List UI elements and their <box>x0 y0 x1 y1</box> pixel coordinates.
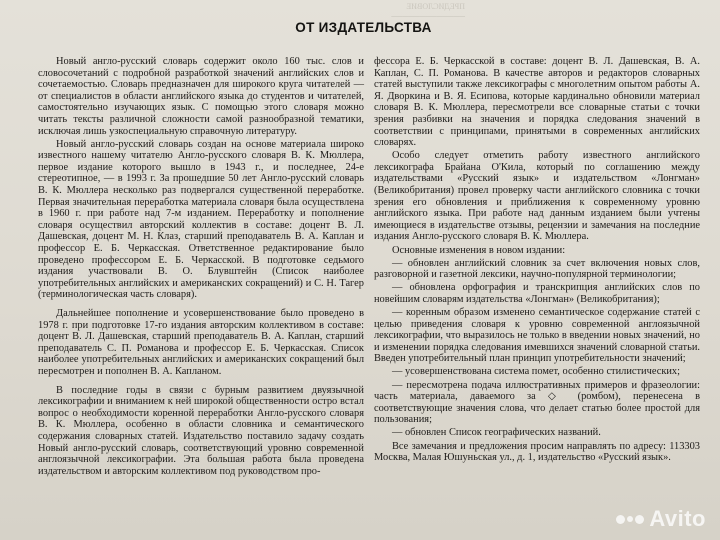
change-item-examples: — пересмотрена подача иллюстративных примеров и фразеологии: часть материала, даваемого за ◇ (ромбом), перенесена в соответствующие значения слова, что делает статью более простой для пользования; <box>374 379 700 426</box>
avito-watermark <box>616 506 706 532</box>
change-item-semantics: — коренным образом изменено семантическое содержание статей с целью приведения словаря к уровню современной англоязычной лексикографии, что выразилось не только в введении новых значений, но и изменении порядка следования имевшихся значений словарной статьи. Введен употребительный план принцип употребительности значений; <box>374 306 700 365</box>
paragraph-okeel: Особо следует отметить работу известного английского лексикографа Брайана О'Кила, который по соглашению между издательствами «Русский язык» и издательством «Лонгман» (Великобритания) провел проверку части английского словника с точки зрения его обновления и приближения к современному уровню английского языка. При работе над данным изданием были учтены имеющиеся в издательстве отзывы, рецензии и замечания на последние издания Англо-русского словаря В. К. Мюллера. <box>374 150 700 243</box>
paragraph-authors-continued: фессора Е. Б. Черкасской в составе: доцент В. Л. Дашевская, В. А. Каплан, С. П. Романова. В качестве авторов и редакторов словарных статей выступили также лексикографы с многолетним опытом работы А. Я. Дворкина и В. Я. Есипова, которые кардинально обновили материал словаря В. К. Мюллера, пересмотрели все словарные статьи с точки зрения разбивки на значения и порядка следования значений в соответствии с принципами, принятыми в современных английских словарях. <box>374 56 700 149</box>
paragraph-1978-edition: Дальнейшее пополнение и усовершенствование было проведено в 1978 г. при подготовке 17-го издания авторским коллективом в составе: доцент В. Л. Дашевская, старший преподаватель В. А. Каплан, старший преподаватель С. П. Романова и профессор Е. Б. Черкасская. Список наиболее употребительных английских и американских сокращений был пересмотрен и пополнен В. А. Капланом. <box>38 307 364 377</box>
left-column <box>38 56 364 479</box>
change-item-wordlist: — обновлен английский словник за счет включения новых слов, разговорной и газетной лексики, научно-популярной терминологии; <box>374 257 700 281</box>
right-column <box>374 56 700 465</box>
change-item-labels: — усовершенствована система помет, особенно стилистических; <box>392 366 681 378</box>
paragraph-changes-heading: Основные изменения в новом издании: <box>392 244 566 256</box>
paragraph-contact-address: Все замечания и предложения просим направлять по адресу: 113303 Москва, Малая Юшуньская ул., д. 1, издательство «Русский язык». <box>374 440 700 464</box>
watermark-text: Avito <box>649 506 706 531</box>
bleed-through-text: ПРЕДИСЛОВИЕ ───────────── <box>391 2 465 21</box>
paragraph-intro: Новый англо-русский словарь содержит около 160 тыс. слов и словосочетаний с подробной разработкой значений английских слов и сочетаемостью. Словарь предназначен для широкого круга читателей — от специалистов в области английского языка до студентов и читателей, самостоятельно изучающих язык. С помощью этого словаря можно читать тексты различной сложности самой разнообразной тематики, исключая лишь узкоспециальную справочную литературу. <box>38 56 364 137</box>
avito-logo-icon <box>616 515 644 524</box>
paragraph-history: Новый англо-русский словарь создан на основе материала широко известного нашему читателю Англо-русского словаря В. К. Мюллера, первое издание которого вышло в 1943 г., и последнее, 24-е стереотипное, — в 1993 г. За прошедшие 50 лет Англо-русский словарь В. К. Мюллера несколько раз подвергался существенной переработке. Первая значительная переработка материала словаря была осуществлена в 1960 г. при работе над 7-м изданием. Переработку и пополнение словаря осуществил авторский коллектив в составе: доцент В. Л. Дашевская, доцент М. Н. Клаз, старший преподаватель В. А. Каплан и профессор Е. Б. Черкасская. Ответственное редактирование было проведено профессором Е. Б. Черкасской. В подготовке седьмого издания участвовали В. О. Блувштейн (Список наиболее употребительных английских и американских сокращений) и С. Н. Тагер (терминологическая часть словаря). <box>38 138 364 301</box>
paragraph-recent-years: В последние годы в связи с бурным развитием двуязычной лексикографии и вниманием к ней широкой общественности остро встал вопрос о необходимости коренной переработки Англо-русского словаря В. К. Мюллера, особенно в области словника и семантического содержания словарных статей. Издательство поставило задачу создать Новый англо-русский словарь, соответствующий уровню современной англоязычной лексикографии. Эта большая работа была проведена издательством и авторским коллективом под руководством про- <box>38 384 364 477</box>
change-item-orthography: — обновлена орфография и транскрипция английских слов по новейшим словарям издательства «Лонгман» (Великобритания); <box>374 282 700 305</box>
page-title: ОТ ИЗДАТЕЛЬСТВА <box>295 20 432 35</box>
change-item-geography: — обновлен Список географических названий. <box>392 427 601 439</box>
